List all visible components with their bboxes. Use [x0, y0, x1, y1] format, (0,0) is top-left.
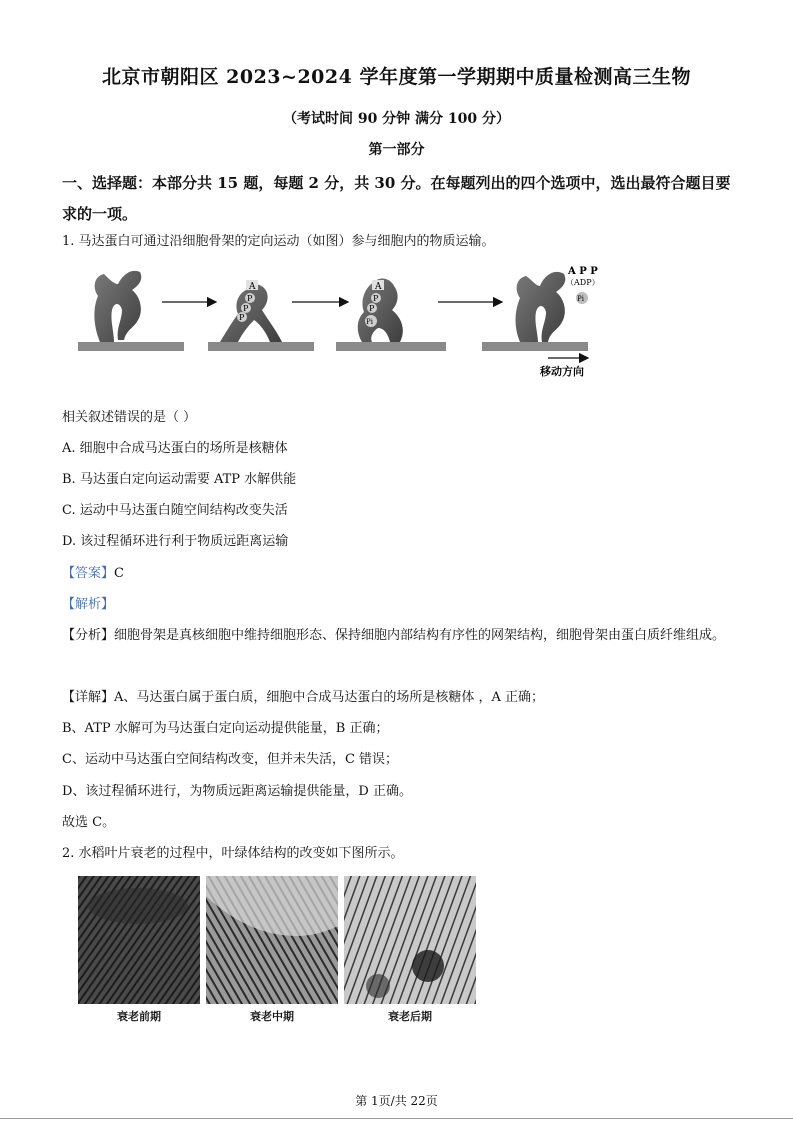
- direction-label: 移动方向: [540, 365, 584, 378]
- bottom-divider: [0, 1118, 793, 1119]
- adp-caption: （ADP）: [566, 278, 600, 287]
- motor-protein-1: [94, 271, 141, 342]
- atp-letter-p1: P: [247, 294, 253, 303]
- section-heading: 一、选择题：本部分共 15 题，每题 2 分，共 30 分。在每题列出的四个选项中，选出最符合题目要求的一项。: [62, 174, 731, 223]
- atp-letter-p3: P: [239, 313, 245, 322]
- q1-xiangjie-4: D、该过程循环进行，为物质远距离运输提供能量，D 正确。: [62, 784, 412, 799]
- caption-early: 衰老前期: [117, 1010, 161, 1023]
- exam-subtitle: （考试时间 90 分钟 满分 100 分）: [282, 111, 511, 127]
- q1-stem: 1. 马达蛋白可通过沿细胞骨架的定向运动（如图）参与细胞内的物质运输。: [62, 234, 495, 249]
- adp-letter-p1: P: [373, 294, 379, 303]
- q1-xiangjie-1: 【详解】A、马达蛋白属于蛋白质，细胞中合成马达蛋白的场所是核糖体 ，A 正确；: [62, 690, 545, 705]
- track-segment-3: [336, 342, 446, 351]
- q1-xiangjie-2: B、ATP 水解可为马达蛋白定向运动提供能量，B 正确；: [62, 721, 389, 736]
- q1-option-a: A. 细胞中合成马达蛋白的场所是核糖体: [62, 441, 288, 456]
- released-pi-label: Pi: [577, 295, 584, 303]
- pi-inside-label: Pi: [366, 318, 373, 326]
- atp-letter-p2: P: [243, 304, 249, 313]
- analysis-tag: 【解析】: [62, 597, 115, 612]
- motor-protein-4: [516, 272, 566, 342]
- q1-answer: [62, 564, 124, 584]
- track-segment-4: [482, 342, 588, 351]
- q1-option-d: D. 该过程循环进行利于物质远距离运输: [62, 534, 289, 549]
- caption-late: 衰老后期: [388, 1010, 432, 1023]
- q1-fenxi: 【分析】细胞骨架是真核细胞中维持细胞形态、保持细胞内部结构有序性的网架结构，细胞骨架由蛋白质纤维组成。: [62, 628, 726, 643]
- q1-option-b: B. 马达蛋白定向运动需要 ATP 水解供能: [62, 472, 297, 487]
- q2-stem: 2. 水稻叶片衰老的过程中，叶绿体结构的改变如下图所示。: [62, 846, 404, 861]
- answer-tag: 【答案】: [62, 566, 115, 581]
- caption-middle: 衰老中期: [250, 1010, 294, 1023]
- exam-title: 北京市朝阳区 2023~2024 学年度第一学期期中质量检测高三生物: [102, 66, 691, 88]
- answer-value: C: [114, 566, 124, 581]
- adp-letter-p2: P: [369, 304, 375, 313]
- page-number: 第 1页/共 22页: [355, 1094, 438, 1108]
- q1-question: 相关叙述错误的是（ ）: [62, 410, 197, 425]
- track-segment-2: [208, 342, 314, 351]
- chloroplast-micrographs: [78, 876, 476, 1006]
- atp-letter-a: A: [249, 282, 256, 292]
- q1-xiangjie-3: C、运动中马达蛋白空间结构改变，但并未失活，C 错误；: [62, 752, 399, 767]
- q1-conclusion: 故选 C。: [62, 815, 116, 830]
- micrograph-late: [344, 876, 476, 1004]
- adp-letter-a: A: [375, 282, 382, 292]
- released-adp-label: A P P: [568, 266, 598, 277]
- q1-option-c: C. 运动中马达蛋白随空间结构改变失活: [62, 503, 288, 518]
- part-heading: 第一部分: [368, 142, 425, 158]
- motor-protein-figure: [70, 258, 610, 383]
- track-segment-1: [78, 342, 184, 351]
